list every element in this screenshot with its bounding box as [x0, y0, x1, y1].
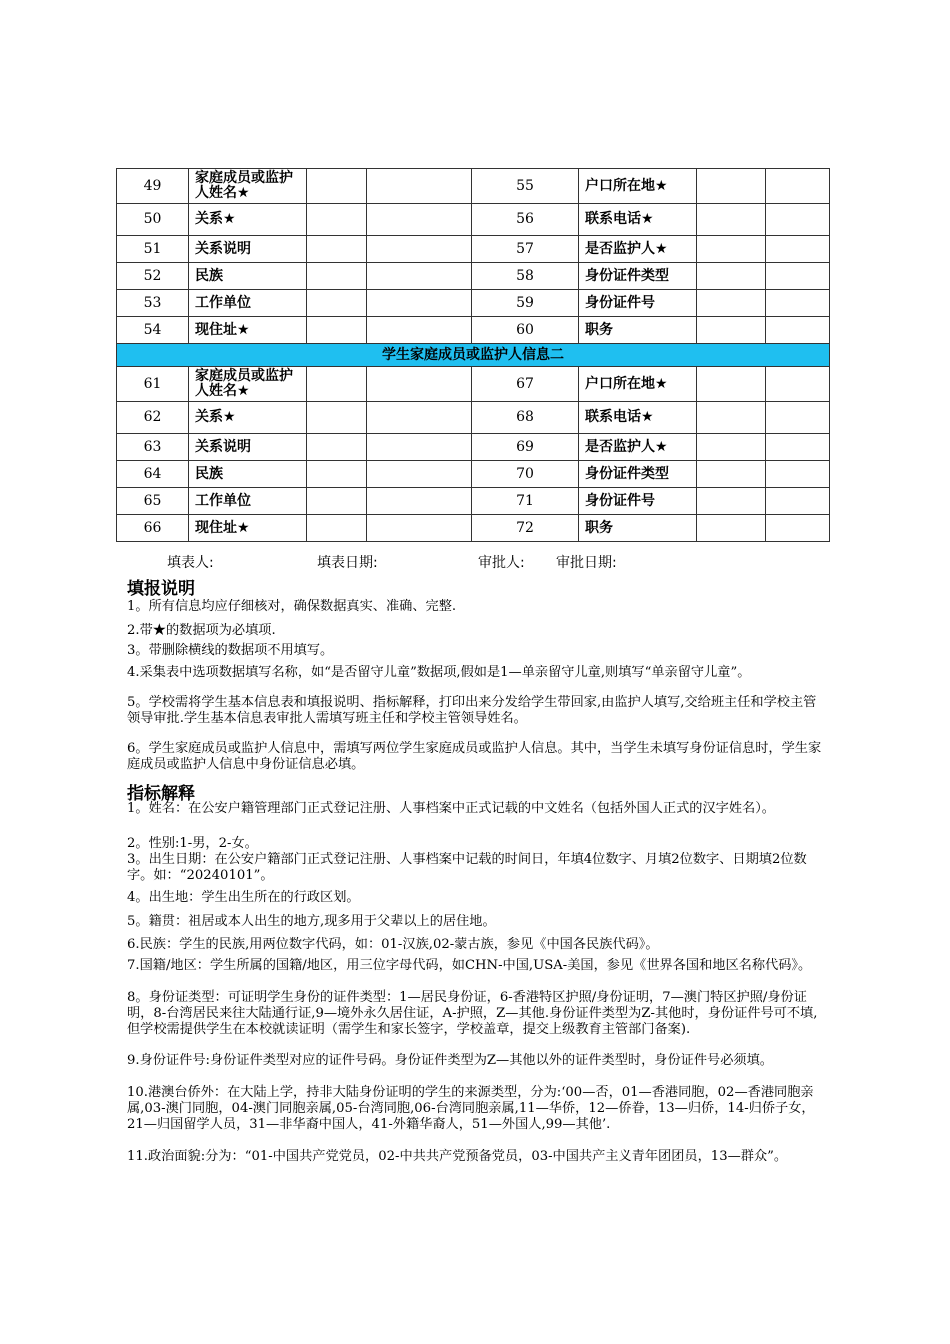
- fill-date-label: 填表日期:: [317, 555, 378, 571]
- blank-cell: [307, 317, 367, 344]
- right-number-cell: 68: [472, 402, 579, 434]
- blank-cell: [766, 402, 830, 434]
- blank-cell: [307, 236, 367, 263]
- instruction-item: 5。学校需将学生基本信息表和填报说明、指标解释，打印出来分发给学生带回家,由监护人填写,交给班主任和学校主管领导审批.学生基本信息表审批人需填写班主任和学校主管领导姓名。: [127, 695, 817, 726]
- table-row: [117, 434, 830, 461]
- blank-cell: [697, 236, 766, 263]
- blank-cell: [367, 290, 472, 317]
- blank-cell: [766, 204, 830, 236]
- left-label-cell: 家庭成员或监护人姓名★: [189, 169, 307, 204]
- blank-cell: [307, 169, 367, 204]
- right-label-cell: 身份证件号: [579, 488, 697, 515]
- left-number-cell: 54: [117, 317, 189, 344]
- blank-cell: [307, 461, 367, 488]
- left-number-cell: 50: [117, 204, 189, 236]
- blank-cell: [367, 169, 472, 204]
- table-row: [117, 236, 830, 263]
- filler-label: 填表人:: [167, 555, 214, 571]
- blank-cell: [766, 488, 830, 515]
- table-row: [117, 290, 830, 317]
- blank-cell: [766, 169, 830, 204]
- left-label-cell: 工作单位: [189, 488, 307, 515]
- left-label-cell: 现住址★: [189, 515, 307, 542]
- table-row: [117, 402, 830, 434]
- right-label-cell: 职务: [579, 317, 697, 344]
- blank-cell: [367, 263, 472, 290]
- left-number-cell: 61: [117, 367, 189, 402]
- table-row: [117, 367, 830, 402]
- instructions-heading: 填报说明: [127, 579, 195, 599]
- blank-cell: [307, 402, 367, 434]
- table-row: [117, 263, 830, 290]
- blank-cell: [697, 169, 766, 204]
- blank-cell: [697, 402, 766, 434]
- instruction-item: 1。所有信息均应仔细核对，确保数据真实、准确、完整.: [127, 599, 457, 614]
- right-number-cell: 57: [472, 236, 579, 263]
- blank-cell: [367, 402, 472, 434]
- left-label-cell: 关系说明: [189, 434, 307, 461]
- table-row: [117, 317, 830, 344]
- blank-cell: [766, 317, 830, 344]
- left-label-cell: 民族: [189, 263, 307, 290]
- left-label-cell: 民族: [189, 461, 307, 488]
- blank-cell: [367, 515, 472, 542]
- blank-cell: [697, 488, 766, 515]
- table-row: [117, 488, 830, 515]
- left-number-cell: 63: [117, 434, 189, 461]
- right-number-cell: 69: [472, 434, 579, 461]
- indicator-item: 2。性别:1-男，2-女。: [127, 836, 258, 851]
- indicator-item: 5。籍贯：祖居或本人出生的地方,现多用于父辈以上的居住地。: [127, 914, 496, 929]
- blank-cell: [766, 461, 830, 488]
- right-label-cell: 身份证件类型: [579, 461, 697, 488]
- blank-cell: [367, 317, 472, 344]
- left-number-cell: 64: [117, 461, 189, 488]
- right-label-cell: 身份证件类型: [579, 263, 697, 290]
- right-number-cell: 72: [472, 515, 579, 542]
- blank-cell: [766, 515, 830, 542]
- approver-label: 审批人:: [478, 555, 525, 571]
- right-number-cell: 58: [472, 263, 579, 290]
- right-label-cell: 是否监护人★: [579, 434, 697, 461]
- left-label-cell: 工作单位: [189, 290, 307, 317]
- right-number-cell: 56: [472, 204, 579, 236]
- blank-cell: [367, 367, 472, 402]
- blank-cell: [697, 515, 766, 542]
- blank-cell: [766, 434, 830, 461]
- right-number-cell: 67: [472, 367, 579, 402]
- left-label-cell: 家庭成员或监护人姓名★: [189, 367, 307, 402]
- blank-cell: [367, 461, 472, 488]
- blank-cell: [307, 515, 367, 542]
- left-number-cell: 53: [117, 290, 189, 317]
- table-row: [117, 204, 830, 236]
- blank-cell: [766, 290, 830, 317]
- blank-cell: [697, 263, 766, 290]
- right-label-cell: 身份证件号: [579, 290, 697, 317]
- blank-cell: [367, 488, 472, 515]
- blank-cell: [697, 367, 766, 402]
- left-number-cell: 49: [117, 169, 189, 204]
- right-number-cell: 60: [472, 317, 579, 344]
- left-number-cell: 52: [117, 263, 189, 290]
- table-row: [117, 461, 830, 488]
- indicator-item: 3。出生日期：在公安户籍部门正式登记注册、人事档案中记载的时间日，年填4位数字、月填2位数字、日期填2位数字。如：“20240101”。: [127, 852, 807, 883]
- right-label-cell: 户口所在地★: [579, 169, 697, 204]
- blank-cell: [697, 317, 766, 344]
- left-number-cell: 65: [117, 488, 189, 515]
- right-label-cell: 联系电话★: [579, 204, 697, 236]
- indicator-item: 7.国籍/地区：学生所属的国籍/地区，用三位字母代码，如CHN-中国,USA-美国，参见《世界各国和地区名称代码》。: [127, 958, 812, 973]
- right-number-cell: 70: [472, 461, 579, 488]
- blank-cell: [766, 263, 830, 290]
- section-header-row: [117, 344, 830, 367]
- left-number-cell: 62: [117, 402, 189, 434]
- blank-cell: [307, 488, 367, 515]
- indicators-heading: 指标解释: [127, 784, 195, 804]
- instruction-item: 2.带★的数据项为必填项.: [127, 623, 276, 638]
- left-label-cell: 现住址★: [189, 317, 307, 344]
- right-label-cell: 职务: [579, 515, 697, 542]
- left-number-cell: 51: [117, 236, 189, 263]
- instruction-item: 4.采集表中选项数据填写名称，如“是否留守儿童”数据项,假如是1—单亲留守儿童,则填写“单亲留守儿童”。: [127, 665, 751, 680]
- right-label-cell: 户口所在地★: [579, 367, 697, 402]
- blank-cell: [766, 367, 830, 402]
- indicator-item: 1。姓名：在公安户籍管理部门正式登记注册、人事档案中正式记载的中文姓名（包括外国人正式的汉字姓名）。: [127, 801, 775, 816]
- table-row: [117, 169, 830, 204]
- blank-cell: [697, 204, 766, 236]
- left-number-cell: 66: [117, 515, 189, 542]
- blank-cell: [307, 290, 367, 317]
- blank-cell: [307, 204, 367, 236]
- blank-cell: [367, 204, 472, 236]
- left-label-cell: 关系说明: [189, 236, 307, 263]
- blank-cell: [307, 434, 367, 461]
- indicator-item: 6.民族：学生的民族,用两位数字代码，如：01-汉族,02-蒙古族，参见《中国各民族代码》。: [127, 937, 659, 952]
- indicator-item: 11.政治面貌:分为：“01-中国共产党党员，02-中共共产党预备党员，03-中国共产主义青年团团员，13—群众”。: [127, 1149, 788, 1164]
- blank-cell: [307, 367, 367, 402]
- indicator-item: 8。身份证类型：可证明学生身份的证件类型：1—居民身份证，6-香港特区护照/身份证明，7—澳门特区护照/身份证明，8-台湾居民来往大陆通行证,9—境外永久居住证，A-护照，Z—其他.身份证件类型为Z-其他时，身份证件号可不填,但学校需提供学生在本校就读证明（需学生和家长签字，学校盖章，提交上级教育主管部门备案).: [127, 990, 818, 1037]
- indicator-item: 4。出生地：学生出生所在的行政区划。: [127, 890, 360, 905]
- blank-cell: [367, 236, 472, 263]
- blank-cell: [697, 290, 766, 317]
- right-label-cell: 是否监护人★: [579, 236, 697, 263]
- section-title: 学生家庭成员或监护人信息二: [117, 344, 830, 367]
- left-label-cell: 关系★: [189, 402, 307, 434]
- instruction-item: 3。带删除横线的数据项不用填写。: [127, 643, 334, 658]
- blank-cell: [766, 236, 830, 263]
- blank-cell: [307, 263, 367, 290]
- approve-date-label: 审批日期:: [556, 555, 617, 571]
- indicator-item: 9.身份证件号:身份证件类型对应的证件号码。身份证件类型为Z—其他以外的证件类型时，身份证件号必须填。: [127, 1053, 773, 1068]
- blank-cell: [697, 461, 766, 488]
- table-row: [117, 515, 830, 542]
- left-label-cell: 关系★: [189, 204, 307, 236]
- blank-cell: [697, 434, 766, 461]
- indicator-item: 10.港澳台侨外：在大陆上学，持非大陆身份证明的学生的来源类型，分为:‘00—否，01—香港同胞，02—香港同胞亲属,03-澳门同胞，04-澳门同胞亲属,05-台湾同胞,06-台湾同胞亲属,11—华侨，12—侨眷，13—归侨，14-归侨子女，21—归国留学人员，31—非华裔中国人，41-外籍华裔人，51—外国人,99—其他’.: [127, 1085, 815, 1132]
- blank-cell: [367, 434, 472, 461]
- family-info-table: [116, 168, 830, 542]
- right-label-cell: 联系电话★: [579, 402, 697, 434]
- instruction-item: 6。学生家庭成员或监护人信息中，需填写两位学生家庭成员或监护人信息。其中，当学生未填写身份证信息时，学生家庭成员或监护人信息中身份证信息必填。: [127, 741, 822, 772]
- right-number-cell: 59: [472, 290, 579, 317]
- right-number-cell: 55: [472, 169, 579, 204]
- right-number-cell: 71: [472, 488, 579, 515]
